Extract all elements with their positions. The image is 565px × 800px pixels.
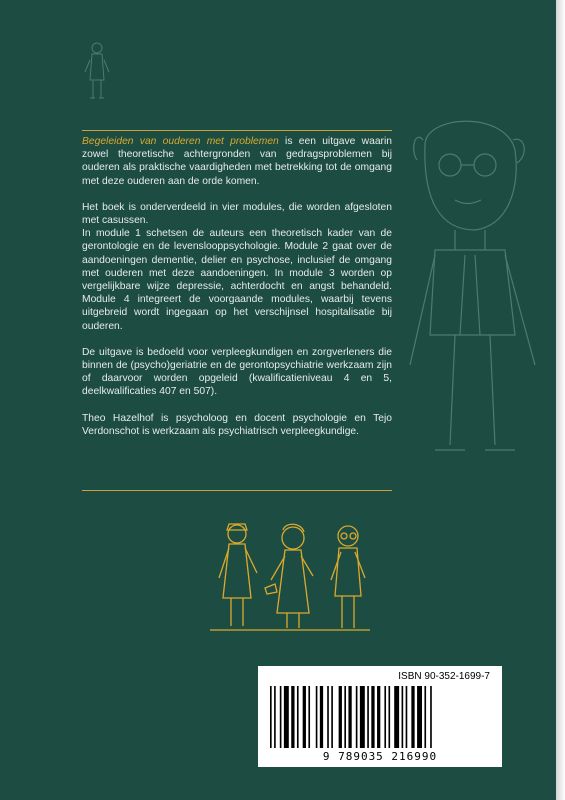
barcode-digits: 9 789035 216990 (322, 750, 438, 763)
book-title: Begeleiden van ouderen met problemen (82, 136, 279, 147)
barcode-bars (270, 686, 490, 748)
three-people-cartoon (205, 518, 375, 638)
authors-paragraph: Theo Hazelhof is psycholoog en docent psychologie en Tejo Verdonschot is werkzaam als psychiatrisch verpleegkundige. (82, 412, 392, 437)
isbn-label: ISBN 90-352-1699-7 (398, 671, 490, 682)
modules-paragraph: In module 1 schetsen de auteurs een theoretisch kader van de gerontologie en de levenslooppsychologie. Module 2 gaat over de aandoeningen dementie, delier en psychose, inclusief de omgang met ouderen met deze aandoeningen. In module 3 worden op vergelijkbare wijze depressie, achterdocht en angst behandeld. Module 4 integreert de voorgaande modules, waarbij tevens uitgebreid wordt ingegaan op het verschijnsel hospitalisatie bij ouderen. (82, 228, 392, 332)
intro-text: is een uitgave waarin zowel theoretische achtergronden van gedragsproblemen bij ouderen als praktische vaardigheden met betrekking tot de omgang met deze ouderen aan de orde komen. (82, 136, 392, 187)
page-edge (556, 0, 565, 800)
intro-paragraph (82, 135, 392, 188)
audience-paragraph: De uitgave is bedoeld voor verpleegkundigen en zorgverleners die binnen de (psycho)geriatrie en de gerontopsychiatrie werkzaam zijn of daarvoor worden opgeleid (kwalificatieniveau 4 en 5, deelkwalificaties 407 en 507). (82, 346, 392, 398)
structure-paragraph: Het boek is onderverdeeld in vier modules, die worden afgesloten met casussen. (82, 201, 392, 227)
back-cover-blurb (82, 135, 392, 451)
isbn-barcode (258, 666, 502, 767)
elderly-man-illustration (395, 105, 555, 505)
elderly-figure-illustration (82, 40, 112, 102)
bottom-rule (82, 490, 392, 491)
top-rule (82, 130, 392, 131)
